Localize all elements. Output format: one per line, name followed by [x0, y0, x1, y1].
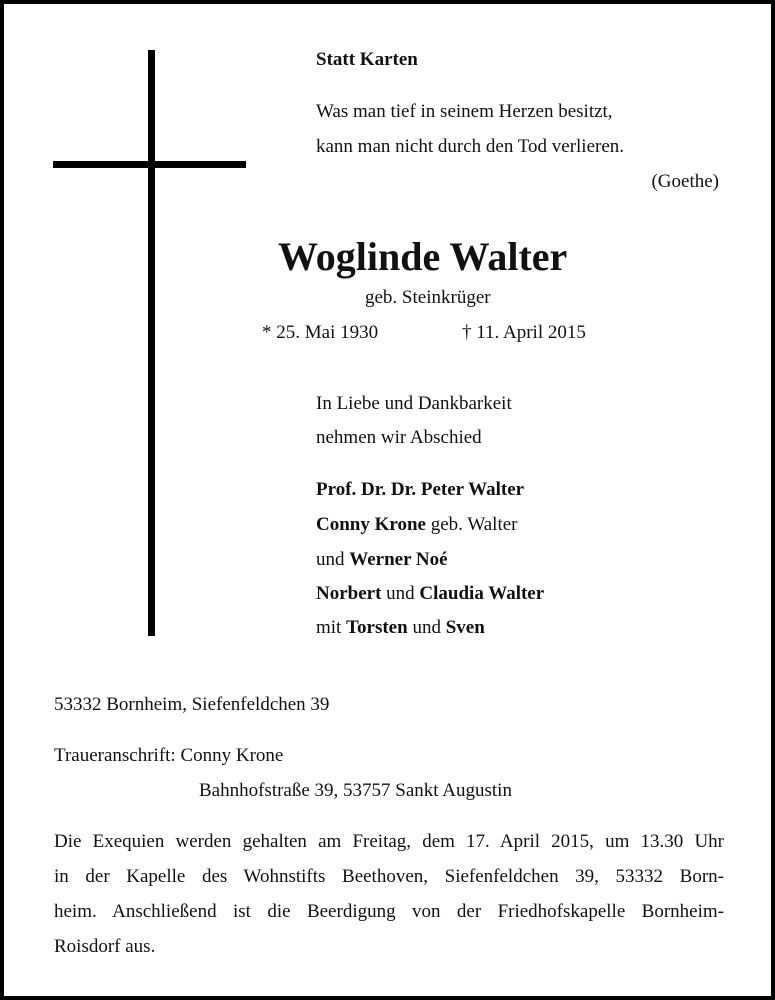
family-connector: mit	[316, 617, 347, 638]
service-line-1: Die Exequien werden gehalten am Freitag, dem 17. April 2015, um 13.30 Uhr	[54, 831, 724, 852]
death-date: † 11. April 2015	[462, 322, 586, 343]
family-connector: und	[316, 549, 350, 570]
quote-author: (Goethe)	[651, 171, 719, 192]
service-line-3: heim. Anschließend ist die Beerdigung von der Friedhofskapelle Bornheim-	[54, 901, 724, 922]
cross-icon-vertical	[148, 50, 155, 636]
mourning-address-street: Bahnhofstraße 39, 53757 Sankt Augustin	[199, 780, 512, 801]
farewell-line-1: In Liebe und Dankbarkeit	[316, 393, 512, 414]
family-member-line	[316, 479, 524, 501]
farewell-line-2: nehmen wir Abschied	[316, 427, 482, 448]
address: 53332 Bornheim, Siefenfeldchen 39	[54, 694, 330, 715]
birth-date: * 25. Mai 1930	[262, 322, 379, 343]
family-member-name: Claudia Walter	[419, 583, 545, 604]
family-member-line	[316, 514, 518, 536]
service-line-4: Roisdorf aus.	[54, 936, 156, 957]
family-connector: geb. Walter	[425, 514, 518, 535]
family-member-name: Norbert	[316, 583, 382, 604]
quote-line-1: Was man tief in seinem Herzen besitzt,	[316, 101, 613, 122]
family-connector: und	[381, 583, 420, 604]
family-member-name: Sven	[445, 617, 485, 638]
mourning-address-label: Traueranschrift: Conny Krone	[54, 745, 284, 766]
family-member-name: Conny Krone	[316, 514, 426, 535]
quote-line-2: kann man nicht durch den Tod verlieren.	[316, 136, 625, 157]
family-member-line	[316, 617, 485, 639]
service-line-2: in der Kapelle des Wohnstifts Beethoven, Siefenfeldchen 39, 53332 Born-	[54, 866, 724, 887]
maiden-name: geb. Steinkrüger	[365, 287, 491, 308]
family-member-name: Werner Noé	[349, 549, 448, 570]
statt-karten: Statt Karten	[316, 49, 418, 70]
family-member-line	[316, 583, 544, 605]
family-member-name: Prof. Dr. Dr. Peter Walter	[316, 479, 525, 500]
family-member-line	[316, 549, 448, 571]
family-member-name: Torsten	[346, 617, 408, 638]
deceased-name: Woglinde Walter	[278, 234, 568, 279]
cross-icon-horizontal	[53, 161, 246, 168]
family-connector: und	[407, 617, 446, 638]
